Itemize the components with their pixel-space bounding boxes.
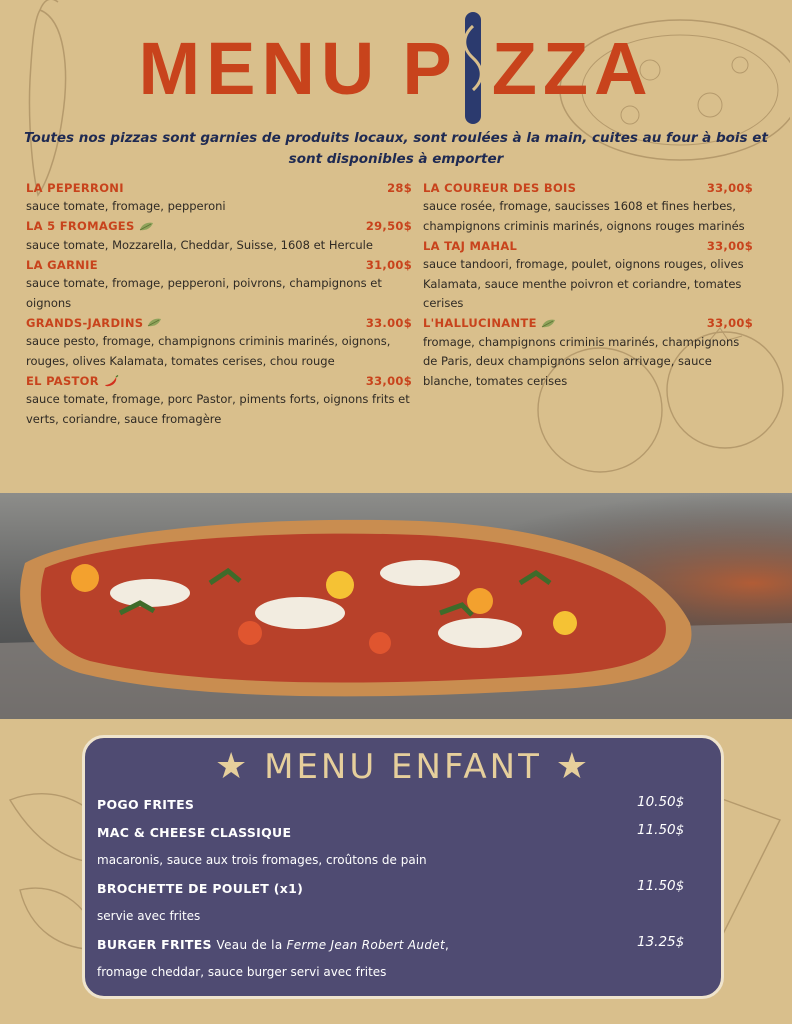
item-name: LA GARNIE (26, 257, 98, 272)
kids-item-price: 11.50$ (637, 878, 685, 894)
kids-item-name: BURGER FRITES (97, 937, 212, 952)
kids-item-description: macaronis, sauce aux trois fromages, croûtons de pain (97, 853, 427, 867)
item-description: sauce rosée, fromage, saucisses 1608 et fines herbes, champignons criminis marinés, oignons rouges marinés (423, 199, 745, 233)
item-description: sauce tomate, fromage, pepperoni, poivrons, champignons et oignons (26, 276, 382, 310)
menu-item (26, 313, 412, 371)
item-price: 33,00$ (706, 180, 753, 195)
item-name: LA TAJ MAHAL (423, 238, 518, 253)
item-description: fromage, champignons criminis marinés, champignons de Paris, deux champignons selon arrivage, sauce blanche, tomates cerises (423, 334, 740, 388)
chili-pepper-icon (103, 375, 119, 387)
kids-item-line (97, 937, 449, 952)
title-zza: ZZA (491, 27, 654, 110)
kids-item-name: BROCHETTE DE POULET (x1) (97, 881, 304, 896)
item-description: sauce tomate, fromage, porc Pastor, piments forts, oignons frits et verts, coriandre, sauce fromagère (26, 392, 410, 426)
item-name: LA PEPERRONI (26, 180, 124, 195)
item-price: 33.00$ (365, 315, 412, 330)
item-description: sauce tomate, Mozzarella, Cheddar, Suisse, 1608 et Hercule (26, 237, 373, 252)
pizza-illustration (0, 493, 792, 719)
item-description: sauce tomate, fromage, pepperoni (26, 199, 226, 213)
title-p: P (402, 27, 458, 110)
menu-item (423, 236, 753, 314)
page-title (0, 27, 792, 110)
kids-item-inline-text: Veau de la (216, 938, 287, 952)
kids-item-inline-comma: , (444, 938, 450, 952)
kids-item-description: fromage cheddar, sauce burger servi avec frites (97, 965, 387, 979)
menu-item (26, 255, 412, 313)
kids-menu-panel (82, 735, 724, 999)
kids-item-price: 11.50$ (637, 822, 685, 838)
item-price: 33,00$ (365, 373, 412, 388)
item-price: 28$ (387, 180, 412, 195)
menu-item (423, 314, 753, 392)
kids-item-name: MAC & CHEESE CLASSIQUE (97, 825, 292, 840)
item-price: 29,50$ (365, 219, 412, 233)
pizza-list-left (26, 178, 412, 429)
pizza-cutter-i-icon (456, 12, 490, 124)
kids-menu-title: ★ MENU ENFANT ★ (215, 746, 591, 787)
pizza-photo (0, 493, 792, 719)
item-name: LA COUREUR DES BOIS (423, 180, 577, 195)
leaf-icon (541, 319, 556, 328)
pizza-list-right (423, 178, 753, 391)
item-price: 31,00$ (365, 257, 412, 272)
leaf-icon (139, 222, 154, 231)
item-name: GRANDS-JARDINS (26, 315, 144, 330)
item-description: sauce pesto, fromage, champignons criminis marinés, oignons, rouges, olives Kalamata, tomates cerises, chou rouge (26, 334, 391, 368)
item-name: LA 5 FROMAGES (26, 219, 135, 233)
menu-item (26, 371, 412, 429)
kids-item-price: 13.25$ (637, 934, 685, 950)
item-name: EL PASTOR (26, 373, 99, 388)
star-icon: ★ (555, 746, 591, 787)
item-price: 33,00$ (706, 316, 753, 330)
kids-item-price: 10.50$ (637, 794, 685, 810)
item-description: sauce tandoori, fromage, poulet, oignons rouges, olives Kalamata, sauce menthe poivron et coriandre, tomates cerises (423, 257, 744, 310)
item-name: L'HALLUCINANTE (423, 316, 537, 330)
menu-item (26, 217, 412, 256)
title-menu: MENU (138, 27, 381, 110)
kids-item-farm-name: Ferme Jean Robert Audet (286, 938, 445, 952)
menu-item (423, 178, 753, 236)
star-icon: ★ (215, 746, 251, 787)
item-price: 33,00$ (706, 238, 753, 253)
leaf-icon (147, 318, 162, 327)
kids-item-description: servie avec frites (97, 909, 201, 923)
kids-item-name: POGO FRITES (97, 797, 195, 812)
menu-item (26, 178, 412, 217)
tagline: Toutes nos pizzas sont garnies de produits locaux, sont roulées à la main, cuites au four à bois et sont disponibles à emporter (24, 130, 768, 167)
